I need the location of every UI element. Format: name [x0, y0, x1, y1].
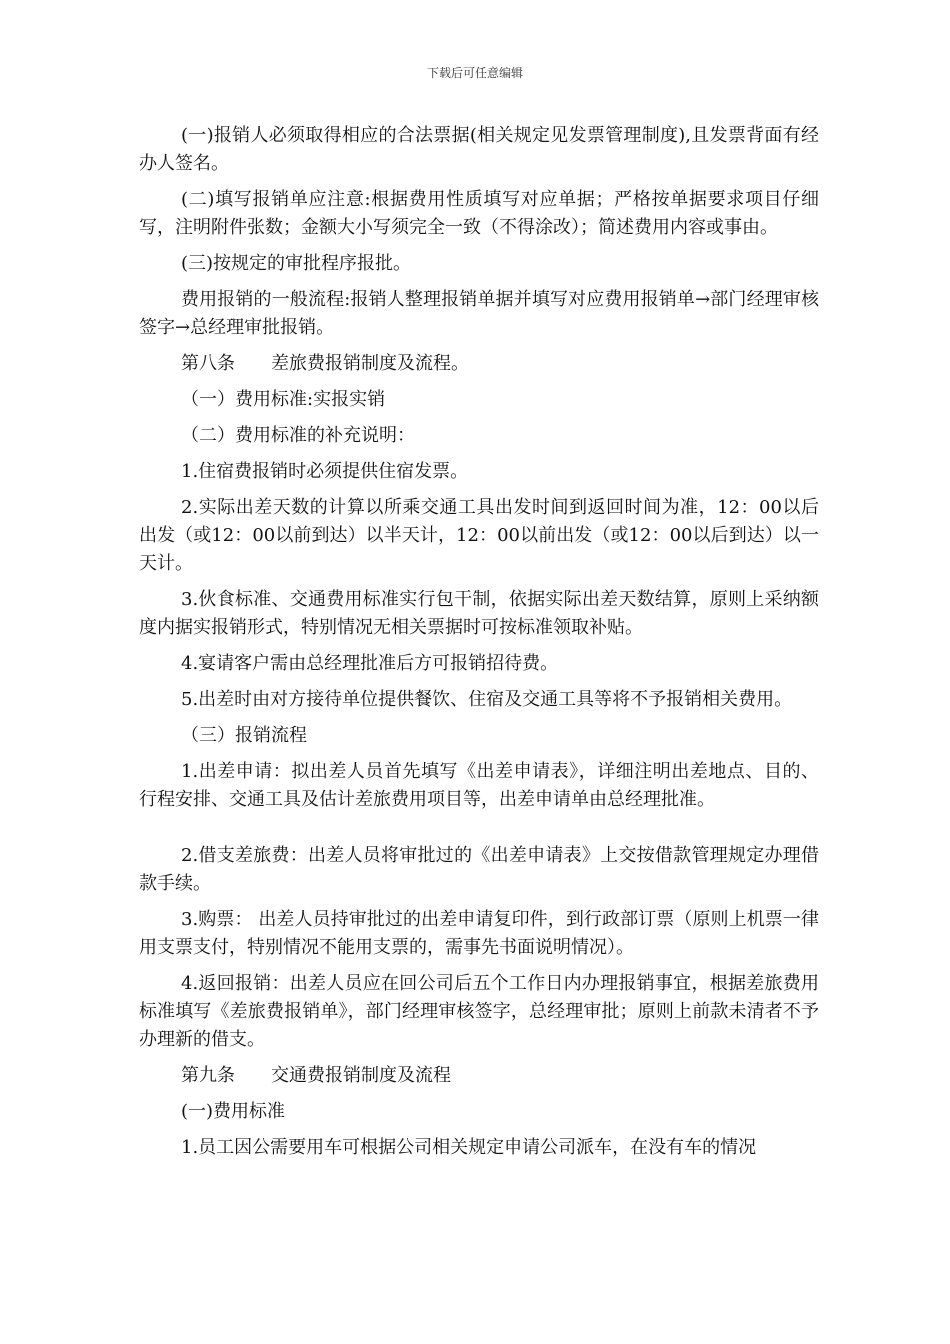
document-body [139, 122, 819, 1170]
page-header-note: 下载后可任意编辑 [426, 66, 523, 80]
list-item-travel-advance: 2.借支差旅费：出差人员将审批过的《出差申请表》上交按借款管理规定办理借款手续。 [139, 845, 819, 894]
paragraph-form-notes: (二)填写报销单应注意:根据费用性质填写对应单据；严格按单据要求项目仔细写，注明附件张数；金额大小写须完全一致（不得涂改）；简述费用内容或事由。 [139, 189, 819, 238]
list-item-ticket-purchase: 3.购票： 出差人员持审批过的出差申请复印件，到行政部订票（原则上机票一律用支票支付，特别情况不能用支票的，需事先书面说明情况）。 [139, 909, 819, 958]
list-item-accommodation: 1.住宿费报销时必须提供住宿发票。 [181, 461, 469, 482]
paragraph-transport-standard: (一)费用标准 [181, 1101, 286, 1122]
paragraph-receipts-requirement: (一)报销人必须取得相应的合法票据(相关规定见发票管理制度),且发票背面有经办人签名。 [139, 125, 819, 174]
paragraph-general-flow: 费用报销的一般流程:报销人整理报销单据并填写对应费用报销单→部门经理审核签字→总经理审批报销。 [139, 289, 819, 338]
list-item-meal-transport: 3.伙食标准、交通费用标准实行包干制，依据实际出差天数结算，原则上采纳额度内据实报销形式，特别情况无相关票据时可按标准领取补贴。 [139, 589, 819, 638]
article-8-heading: 第八条 差旅费报销制度及流程。 [181, 353, 469, 374]
list-item-company-vehicle: 1.员工因公需要用车可根据公司相关规定申请公司派车，在没有车的情况 [181, 1137, 757, 1158]
list-item-return-reimbursement: 4.返回报销：出差人员应在回公司后五个工作日内办理报销事宜，根据差旅费用标准填写《差旅费报销单》，部门经理审核签字，总经理审批；原则上前款未清者不予办理新的借支。 [139, 973, 819, 1050]
list-item-trip-application: 1.出差申请：拟出差人员首先填写《出差申请表》，详细注明出差地点、目的、行程安排、交通工具及估计差旅费用项目等，出差申请单由总经理批准。 [139, 761, 819, 810]
paragraph-reimbursement-flow-heading: （三）报销流程 [181, 725, 307, 746]
paragraph-expense-standard: （一）费用标准:实报实销 [181, 389, 386, 410]
paragraph-approval-procedure: (三)按规定的审批程序报批。 [181, 253, 412, 274]
list-item-host-provided: 5.出差时由对方接待单位提供餐饮、住宿及交通工具等将不予报销相关费用。 [181, 689, 793, 710]
list-item-trip-days: 2.实际出差天数的计算以所乘交通工具出发时间到返回时间为准，12：00以后出发（或12：00以前到达）以半天计，12：00以前出发（或12：00以后到达）以一天计。 [139, 497, 819, 574]
list-item-client-banquet: 4.宴请客户需由总经理批准后方可报销招待费。 [181, 653, 559, 674]
article-9-heading: 第九条 交通费报销制度及流程 [181, 1065, 451, 1086]
paragraph-supplementary-heading: （二）费用标准的补充说明： [181, 425, 415, 446]
